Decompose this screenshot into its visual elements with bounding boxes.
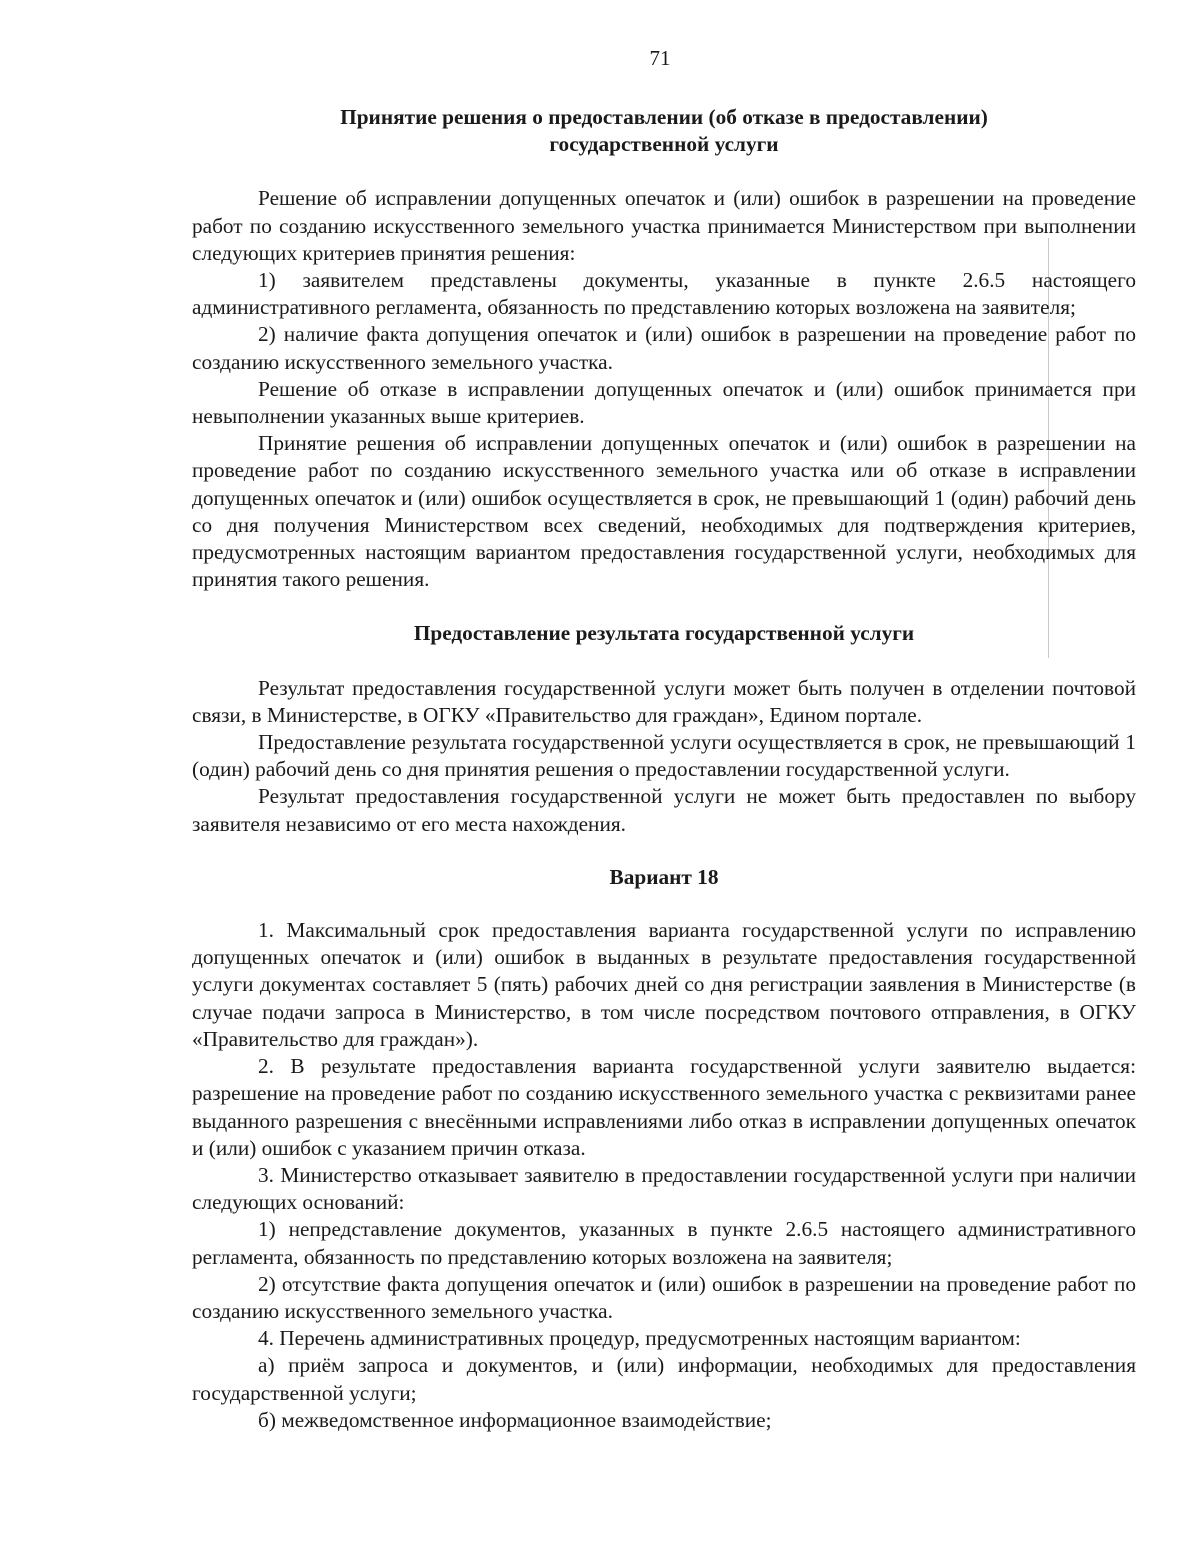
paragraph: 1. Максимальный срок предоставления варианта государственной услуги по исправлению допущенных опечаток и (или) ошибок в выданных в результате предоставления государственной услуги документах составляет 5 (пять) рабочих дней со дня регистрации заявления в Министерстве (в случае подачи запроса в Министерство, в том числе посредством почтового отправления, в ОГКУ «Правительство для граждан»). bbox=[192, 918, 1136, 1051]
document-body bbox=[192, 104, 1136, 1434]
paragraph: Решение об отказе в исправлении допущенных опечаток и (или) ошибок принимается при невыполнении указанных выше критериев. bbox=[192, 376, 1136, 429]
paragraph: 3. Министерство отказывает заявителю в предоставлении государственной услуги при наличии следующих оснований: bbox=[192, 1162, 1136, 1215]
paragraph: Принятие решения об исправлении допущенных опечаток и (или) ошибок в разрешении на проведение работ по созданию искусственного земельного участка или об отказе в исправлении допущенных опечаток и (или) ошибок осуществляется в срок, не превышающий 1 (один) рабочий день со дня получения Министерством всех сведений, необходимых для подтверждения критериев, предусмотренных настоящим вариантом предоставления государственной услуги, необходимых для принятия такого решения. bbox=[192, 431, 1136, 592]
paragraph: 4. Перечень административных процедур, предусмотренных настоящим вариантом: bbox=[258, 1326, 1021, 1351]
section-title-line-1: Принятие решения о предоставлении (об отказе в предоставлении) bbox=[340, 105, 988, 129]
paragraph: 2) наличие факта допущения опечаток и (или) ошибок в разрешении на проведение работ по созданию искусственного земельного участка. bbox=[192, 322, 1136, 374]
paragraph: Результат предоставления государственной услуги не может быть предоставлен по выбору заявителя независимо от его места нахождения. bbox=[192, 784, 1136, 836]
paragraph: 2) отсутствие факта допущения опечаток и (или) ошибок в разрешении на проведение работ по созданию искусственного земельного участка. bbox=[192, 1271, 1136, 1323]
section-title-line-2: государственной услуги bbox=[549, 132, 779, 157]
paragraph: 1) непредставление документов, указанных в пункте 2.6.5 настоящего административного регламента, обязанность по представлению которых возложена на заявителя; bbox=[192, 1217, 1136, 1269]
paragraph: 2. В результате предоставления варианта государственной услуги заявителю выдается: разрешение на проведение работ по созданию искусственного земельного участка с реквизитами ранее выданного разрешения с внесёнными исправлениями либо отказ в исправлении допущенных опечаток и (или) ошибок с указанием причин отказа. bbox=[192, 1054, 1136, 1160]
paragraph: Предоставление результата государственной услуги осуществляется в срок, не превышающий 1 (один) рабочий день со дня принятия решения о предоставлении государственной услуги. bbox=[192, 730, 1136, 782]
section-title-decision bbox=[192, 104, 1136, 158]
paragraph: 1) заявителем представлены документы, указанные в пункте 2.6.5 настоящего административного регламента, обязанность по представлению которых возложена на заявителя; bbox=[192, 268, 1136, 320]
section-title-variant: Вариант 18 bbox=[609, 864, 719, 889]
paragraph: Решение об исправлении допущенных опечаток и (или) ошибок в разрешении на проведение работ по созданию искусственного земельного участка принимается Министерством при выполнении следующих критериев принятия решения: bbox=[192, 186, 1136, 265]
section-title-result: Предоставление результата государственной услуги bbox=[413, 621, 915, 646]
page-number: 71 bbox=[649, 46, 671, 70]
paragraph: а) приём запроса и документов, и (или) информации, необходимых для предоставления государственной услуги; bbox=[192, 1353, 1136, 1405]
paragraph: Результат предоставления государственной услуги может быть получен в отделении почтовой связи, в Министерстве, в ОГКУ «Правительство для граждан», Едином портале. bbox=[192, 675, 1136, 727]
paragraph: б) межведомственное информационное взаимодействие; bbox=[258, 1407, 772, 1432]
